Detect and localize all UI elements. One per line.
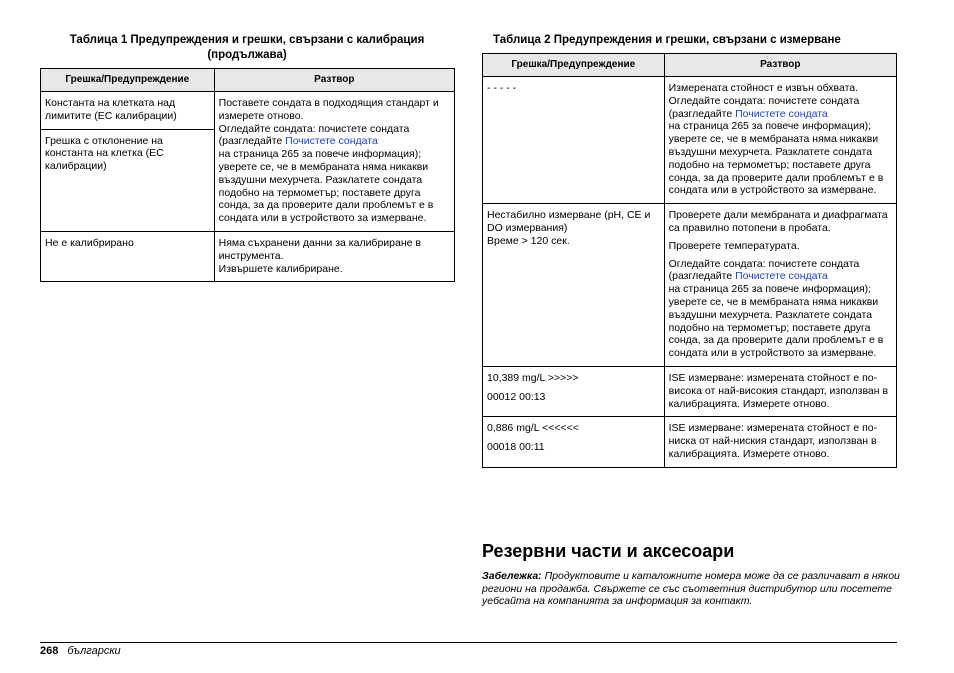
note-text: Продуктовите и каталожните номера може да се различават в някои региони на продажба. Свържете се със съответния дистрибутор или посетете уебсайта на компанията за информация за контакт. [482, 570, 900, 608]
table1-solution-cell [214, 92, 454, 232]
solution-text: Измерената стойност е извън обхвата. Огледайте сондата: почистете сондата (разгледайте [668, 82, 860, 120]
table2 [482, 53, 897, 468]
error-timestamp: 00012 00:13 [487, 390, 546, 403]
solution-paragraph: Проверете дали мембраната и диафрагмата са правилно потопени в пробата. [668, 209, 888, 234]
table1-caption [40, 33, 454, 63]
error-text: Не е калибрирано [45, 236, 134, 249]
solution-text: ISE измерване: измерената стойност е по-ниска от най-ниския стандарт, използван в калибрацията. Измерете отново. [668, 422, 878, 460]
table-row [483, 417, 897, 467]
solution-text: Огледайте сондата: почистете сондата (разгледайте [668, 257, 860, 283]
error-text: - - - - - [487, 82, 517, 94]
footer-language: български [67, 645, 121, 657]
solution-text-cont: на страница 265 за повече информация); уверете се, че в мембраната няма никакви въздушни мехурчета. Разклатете сондата подобно на термометър; поставете друга сонда, за да проверите дали проблемът е в сондата или в устройството за измерване. [668, 120, 884, 197]
table2-solution-cell [664, 366, 896, 416]
table1-caption-line1: Таблица 1 Предупреждения и грешки, свързани с калибрация [69, 34, 425, 46]
clean-probe-link[interactable]: Почистете сондата [735, 270, 828, 283]
table-row [483, 77, 897, 204]
table1-error-cell [41, 92, 215, 130]
page-footer [40, 644, 121, 658]
error-text: Нестабилно измерване (pH, CE и DO измервания) Време > 120 сек. [487, 209, 651, 247]
table2-error-cell [483, 77, 665, 204]
table2-solution-cell [664, 417, 896, 467]
table2-solution-cell [664, 204, 896, 367]
table2-header-error: Грешка/Предупреждение [483, 54, 665, 77]
clean-probe-link[interactable]: Почистете сондата [285, 135, 378, 148]
solution-paragraph [669, 258, 892, 360]
table-row [483, 204, 897, 367]
section-note [482, 570, 902, 608]
solution-text-cont: на страница 265 за повече информация); уверете се, че в мембраната няма никакви въздушни мехурчета. Разклатете сондата подобно на термометър; поставете друга сонда, за да проверите дали проблемът е в сондата или в устройството за измерване. [218, 148, 434, 225]
clean-probe-link[interactable]: Почистете сондата [735, 107, 828, 120]
table1 [40, 68, 455, 282]
table2-error-cell [483, 366, 665, 416]
table-row [483, 366, 897, 416]
table1-header-row [41, 69, 455, 92]
error-value: 0,886 mg/L <<<<<< [487, 422, 579, 435]
table2-header-row [483, 54, 897, 77]
section-heading: Резервни части и аксесоари [482, 541, 735, 561]
table1-header-solution: Разтвор [214, 69, 454, 92]
error-value: 10,389 mg/L >>>>> [487, 371, 579, 384]
solution-text: ISE измерване: измерената стойност е по-висока от най-високия стандарт, използван в калибрацията. Измерете отново. [668, 371, 889, 410]
footer-divider [40, 642, 897, 643]
table2-error-cell [483, 204, 665, 367]
solution-paragraph: Проверете температурата. [668, 239, 800, 252]
table2-error-cell [483, 417, 665, 467]
table2-caption-text: Таблица 2 Предупреждения и грешки, свързани с измерване [493, 34, 841, 46]
table-row [41, 92, 455, 130]
table1-solution-cell [214, 231, 454, 281]
note-label: Забележка: [482, 570, 542, 582]
table2-solution-cell [664, 77, 896, 204]
solution-text-cont: на страница 265 за повече информация); уверете се, че в мембраната няма никакви въздушни мехурчета. Разклатете сондата подобно на термометър; поставете друга сонда, за да проверите дали проблемът е в сондата или в устройството за измерване. [668, 283, 884, 360]
solution-text: Няма съхранени данни за калибриране в инструмента. Извършете калибриране. [218, 236, 421, 275]
error-text: Константа на клетката над лимитите (EC калибрации) [45, 97, 177, 122]
solution-text: Поставете сондата в подходящия стандарт и измерете отново. Огледайте сондата: почистете сондата (разгледайте [218, 97, 439, 148]
page-number: 268 [40, 645, 59, 657]
table2-header-solution: Разтвор [664, 54, 896, 77]
table1-header-error: Грешка/Предупреждение [41, 69, 215, 92]
error-text: Грешка с отклонение на константа на клетка (EC калибрации) [45, 134, 164, 173]
table1-caption-line2: (продължава) [207, 49, 287, 61]
table1-error-cell [41, 129, 215, 231]
table1-error-cell [41, 231, 215, 281]
table2-caption [482, 33, 896, 48]
table-row [41, 231, 455, 281]
error-timestamp: 00018 00:11 [487, 441, 545, 454]
